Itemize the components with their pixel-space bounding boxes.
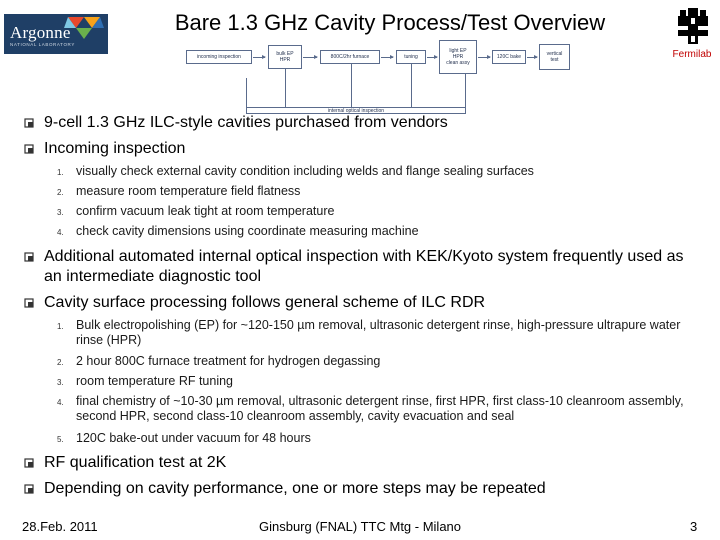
list-number: 3. <box>57 208 64 217</box>
fermilab-logo-text: Fermilab <box>672 49 712 60</box>
flow-arrow <box>253 57 265 58</box>
flow-step-furnace: 800C/2hr furnace <box>320 50 380 64</box>
sub-item: confirm vacuum leak tight at room temperature <box>76 204 335 218</box>
flow-connector <box>351 64 352 107</box>
fermilab-logo-icon <box>676 6 710 46</box>
list-number: 4. <box>57 398 64 407</box>
argonne-logo-subtext: NATIONAL LABORATORY <box>10 42 75 47</box>
footer-date: 28.Feb. 2011 <box>22 519 98 534</box>
flow-arrow <box>478 57 490 58</box>
flow-arrow <box>381 57 393 58</box>
bullet-2: Incoming inspection <box>44 140 186 157</box>
flow-internal-optical-inspection: internal optical inspection <box>246 107 466 114</box>
list-number: 2. <box>57 188 64 197</box>
flow-step-incoming-inspection: incoming inspection <box>186 50 252 64</box>
list-number: 5. <box>57 435 64 444</box>
flow-arrow <box>303 57 317 58</box>
flow-connector <box>285 69 286 107</box>
checkbox-bullet-icon <box>24 458 34 468</box>
sub-item: 2 hour 800C furnace treatment for hydrogen degassing <box>76 354 381 368</box>
flow-arrow <box>427 57 437 58</box>
list-number: 3. <box>57 378 64 387</box>
checkbox-bullet-icon <box>24 144 34 154</box>
sub-item: Bulk electropolishing (EP) for ~120-150 µm removal, ultrasonic detergent rinse, high-pressure ultrapure water rinse (HPR) <box>76 318 681 347</box>
page-number: 3 <box>690 519 698 534</box>
list-number: 4. <box>57 228 64 237</box>
flow-step-light-ep: light EP HPR clean assy <box>439 40 477 74</box>
sub-item: check cavity dimensions using coordinate measuring machine <box>76 224 419 238</box>
sub-item: measure room temperature field flatness <box>76 184 301 198</box>
sub-item: 120C bake-out under vacuum for 48 hours <box>76 431 311 445</box>
checkbox-bullet-icon <box>24 118 34 128</box>
list-number: 2. <box>57 358 64 367</box>
flow-step-120c-bake: 120C bake <box>492 50 526 64</box>
slide-title: Bare 1.3 GHz Cavity Process/Test Overview <box>174 10 606 35</box>
checkbox-bullet-icon <box>24 484 34 494</box>
process-flow-diagram <box>186 38 570 112</box>
argonne-logo-text: Argonne <box>10 23 71 42</box>
flow-step-vertical-test: vertical test <box>539 44 570 70</box>
flow-connector <box>411 64 412 107</box>
flow-connector <box>246 78 247 108</box>
bullet-1: 9-cell 1.3 GHz ILC-style cavities purchased from vendors <box>44 114 448 131</box>
list-number: 1. <box>57 322 64 331</box>
checkbox-bullet-icon <box>24 298 34 308</box>
checkbox-bullet-icon <box>24 252 34 262</box>
bullet-5: RF qualification test at 2K <box>44 454 227 471</box>
footer-presenter: Ginsburg (FNAL) TTC Mtg - Milano <box>258 519 462 534</box>
bullet-6: Depending on cavity performance, one or more steps may be repeated <box>44 480 546 497</box>
flow-step-bulk-ep-hpr: bulk EP HPR <box>268 45 302 69</box>
sub-item: visually check external cavity condition including welds and flange sealing surfaces <box>76 164 534 178</box>
bullet-3: Additional automated internal optical inspection with KEK/Kyoto system frequently used as an intermediate diagnostic tool <box>44 248 684 285</box>
sub-item: room temperature RF tuning <box>76 374 234 388</box>
sub-item: final chemistry of ~10-30 µm removal, ultrasonic detergent rinse, first HPR, first class-10 cleanroom assembly, second HPR, second class-10 cleanroom assembly, cavity evacuation and seal <box>76 394 684 423</box>
bullet-4: Cavity surface processing follows general scheme of ILC RDR <box>44 294 486 311</box>
list-number: 1. <box>57 168 64 177</box>
flow-step-tuning: tuning <box>396 50 426 64</box>
flow-arrow <box>527 57 537 58</box>
flow-connector <box>465 74 466 107</box>
